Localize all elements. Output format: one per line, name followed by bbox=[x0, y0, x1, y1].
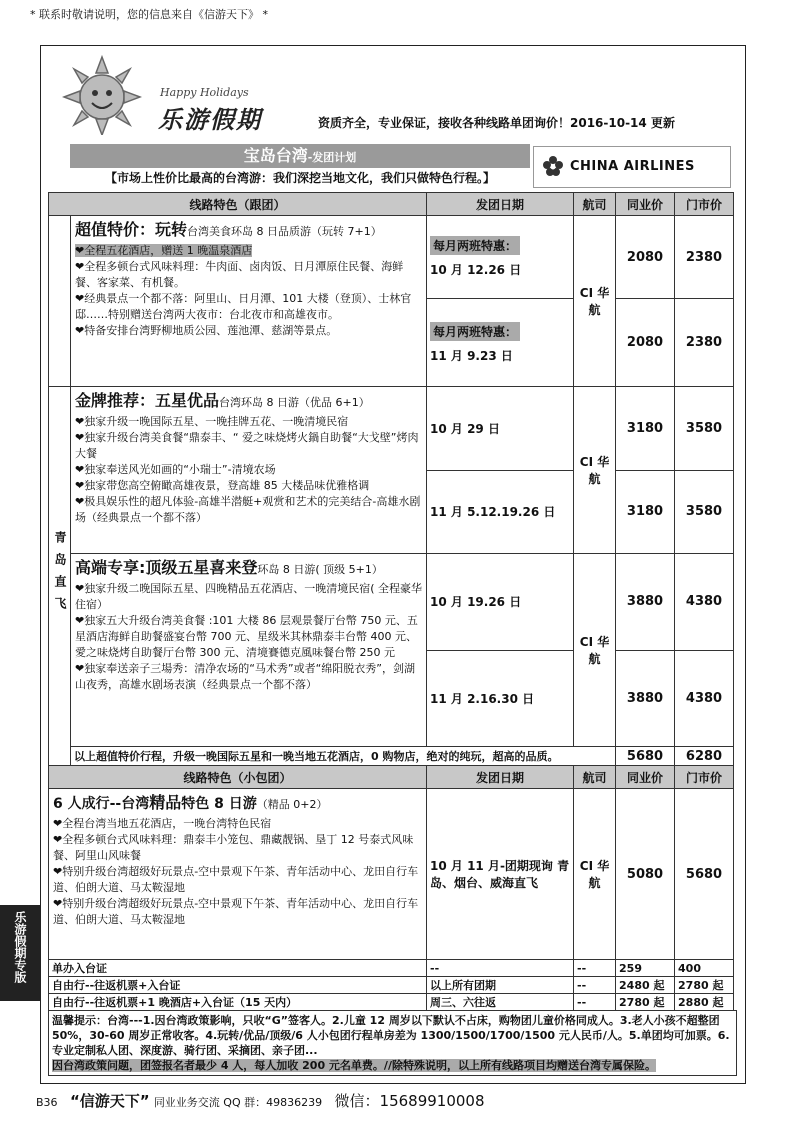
side-tab-text: 乐游假期专版 bbox=[13, 911, 27, 983]
p2-retail-1: 3580 bbox=[675, 387, 734, 471]
p1-line: ❤特备安排台湾野柳地质公园、莲池潭、慈湖等景点。 bbox=[75, 324, 338, 337]
table-row bbox=[49, 387, 734, 471]
p2-date-1: 10 月 29 日 bbox=[427, 387, 574, 471]
p1-line: ❤经典景点一个都不落：阿里山、日月潭、101 大楼（登顶）、士林官邸……特别赠送台湾两大夜市：台北夜市和高雄夜市。 bbox=[75, 292, 412, 321]
extra-name: 自由行--往返机票+1 晚酒店+入台证（15 天内） bbox=[49, 994, 427, 1011]
side-text: 青岛直飞 bbox=[53, 530, 67, 619]
p3-title-a: 高端专享:顶级五星喜来登 bbox=[75, 558, 258, 577]
table-header-row bbox=[49, 193, 734, 216]
notes-box bbox=[48, 1010, 737, 1076]
p3-date-1: 10 月 19.26 日 bbox=[427, 554, 574, 651]
p1-retail-2: 2380 bbox=[675, 299, 734, 387]
p4-airline: CI 华航 bbox=[574, 789, 616, 960]
p4-line: ❤特别升级台湾超级好玩景点-空中景观下午茶、青年活动中心、龙田自行车道、伯朗大道、马太鞍湿地 bbox=[53, 897, 419, 926]
extra-air: -- bbox=[574, 960, 616, 977]
p2-line: ❤独家升级一晚国际五星、一晚挂牌五花、一晚清境民宿 bbox=[75, 415, 349, 428]
table-row bbox=[49, 216, 734, 299]
p3-line: ❤独家升级二晚国际五星、四晚精品五花酒店、一晚清境民宿( 全程豪华住宿） bbox=[75, 582, 423, 611]
p2-title-b: 五星优品 bbox=[155, 391, 220, 410]
col-airline-2: 航司 bbox=[574, 766, 616, 789]
p3-line: ❤独家五大升级台湾美食餐 :101 大楼 86 层观景餐厅台幣 750 元、五星酒店海鲜自助餐盛宴台幣 700 元、星级米其林鼎泰丰台幣 400 元、愛之味烧烤自助餐厅台幣 300 元、清境賽德克風味餐台幣 250 元 bbox=[75, 614, 418, 659]
summary-text: 以上超值特价行程，升级一晚国际五星和一晚当地五花酒店，0 购物店，绝对的纯玩，超高的品质。 bbox=[71, 747, 616, 766]
p3-retail-2: 4380 bbox=[675, 650, 734, 747]
plum-blossom-icon bbox=[542, 155, 564, 177]
col-date-2: 发团日期 bbox=[427, 766, 574, 789]
section-title bbox=[70, 144, 530, 168]
happy-holidays: Happy Holidays bbox=[160, 86, 249, 99]
col-trade-price-2: 同业价 bbox=[616, 766, 675, 789]
p1-trade-2: 2080 bbox=[616, 299, 675, 387]
extra-trade: 2480 起 bbox=[616, 977, 675, 994]
summary-row bbox=[49, 747, 734, 766]
sun-logo-icon bbox=[62, 55, 142, 135]
col-retail-price-2: 门市价 bbox=[675, 766, 734, 789]
footer-wechat: 微信：15689910008 bbox=[334, 1092, 485, 1110]
col-route-2: 线路特色（小包团） bbox=[49, 766, 427, 789]
table-row bbox=[49, 960, 734, 977]
col-route: 线路特色（跟团） bbox=[49, 193, 427, 216]
p2-date-2: 11 月 5.12.19.26 日 bbox=[427, 470, 574, 554]
p2-line: ❤极具娱乐性的超凡体验-高雄半潜艇+观赏和艺术的完美结合-高雄水剧场（经典景点一个都不落） bbox=[75, 495, 421, 524]
p4-line: ❤全程台湾当地五花酒店，一晚台湾特色民宿 bbox=[53, 817, 272, 830]
extra-name: 自由行--往返机票+入台证 bbox=[49, 977, 427, 994]
p2-line: ❤独家升级台湾美食餐“鼎泰丰、“ 爱之味烧烤火鍋自助餐“大戈壁”烤肉大餐 bbox=[75, 431, 419, 460]
product-1 bbox=[71, 216, 427, 387]
p2-trade-2: 3180 bbox=[616, 470, 675, 554]
p4-retail: 5680 bbox=[675, 789, 734, 960]
col-trade-price: 同业价 bbox=[616, 193, 675, 216]
table-row bbox=[49, 789, 734, 960]
p4-title-d: （精品 0+2） bbox=[256, 798, 328, 811]
p1-title-c: 台湾美食环岛 8 日品质游（玩转 7+1） bbox=[187, 225, 382, 238]
p2-line: ❤独家奉送风光如画的“小瑞士”-清境农场 bbox=[75, 463, 276, 476]
summary-retail: 6280 bbox=[675, 747, 734, 766]
p1-retail-1: 2380 bbox=[675, 216, 734, 299]
p4-title-c: 特色 8 日游 bbox=[181, 796, 257, 812]
extra-retail: 2880 起 bbox=[675, 994, 734, 1011]
table-row bbox=[49, 554, 734, 651]
p2-trade-1: 3180 bbox=[616, 387, 675, 471]
side-label bbox=[49, 387, 71, 766]
airline-logo bbox=[533, 146, 731, 188]
p4-line: ❤特别升级台湾超级好玩景点-空中景观下午茶、青年活动中心、龙田自行车道、伯朗大道、马太鞍湿地 bbox=[53, 865, 419, 894]
extra-air: -- bbox=[574, 977, 616, 994]
p3-title-c: 环岛 8 日游( 顶级 5+1） bbox=[257, 563, 383, 576]
p3-line: ❤独家奉送亲子三場秀：清净农场的“马术秀”或者“绵阳脱衣秀”，剑湖山夜秀，高雄水剧场表演（经典景点一个都不落） bbox=[75, 662, 416, 691]
p3-airline: CI 华航 bbox=[574, 554, 616, 747]
col-retail-price: 门市价 bbox=[675, 193, 734, 216]
title-main: 宝岛台湾 bbox=[243, 146, 308, 165]
side-tab bbox=[0, 905, 40, 1001]
table-row bbox=[49, 977, 734, 994]
p2-retail-2: 3580 bbox=[675, 470, 734, 554]
p1-title-b: 玩转 bbox=[155, 220, 188, 239]
page-number: B36 bbox=[36, 1096, 58, 1109]
table2-header-row bbox=[49, 766, 734, 789]
product-2 bbox=[71, 387, 427, 554]
p1-line: ❤全程五花酒店，赠送 1 晚温泉酒店 bbox=[75, 244, 253, 257]
product-3 bbox=[71, 554, 427, 747]
p1-tag: 每月两班特惠： bbox=[430, 322, 520, 341]
brand-title: 乐游假期 bbox=[158, 105, 262, 134]
top-note: * 联系时敬请说明，您的信息来自《信游天下》 * bbox=[30, 8, 268, 21]
p1-airline: CI 华航 bbox=[574, 216, 616, 387]
p4-title-b: 精品 bbox=[149, 793, 182, 812]
table-row bbox=[49, 994, 734, 1011]
p4-date: 10 月 11 月-团期现询 青岛、烟台、威海直飞 bbox=[427, 789, 574, 960]
p1-date-1: 10 月 12.26 日 bbox=[430, 263, 522, 278]
route-table-group bbox=[48, 192, 734, 1011]
footer-qq: 同业业务交流 QQ 群：49836239 bbox=[153, 1096, 323, 1109]
p4-trade: 5080 bbox=[616, 789, 675, 960]
p2-title-c: 台湾环岛 8 日游（优品 6+1） bbox=[219, 396, 370, 409]
notes-text: 温馨提示：台湾---1.因台湾政策影响，只收“G”签客人。2.儿童 12 周岁以下默认不占床，购物团儿童价格同成人。3.老人小孩不超整团 50%，30-60 周岁正常收客。4.玩转/优品/顶级/6 人小包团行程单房差为 1300/1500/1700/1500 元人民币/人。5.单团均可加票。6.专业定制私人团、深度游、骑行团、采摘团、亲子团... bbox=[52, 1014, 730, 1057]
p1-line: ❤全程多顿台式风味料理：牛肉面、卤肉饭、日月潭原住民餐、海鲜餐、客家菜、有机餐。 bbox=[75, 260, 404, 289]
p1-date-cell-2 bbox=[427, 299, 574, 387]
p2-title-a: 金牌推荐： bbox=[75, 391, 156, 410]
title-banner: 【市场上性价比最高的台湾游：我们深挖当地文化，我们只做特色行程。】 bbox=[70, 168, 530, 188]
extra-trade: 259 bbox=[616, 960, 675, 977]
slogan: 资质齐全，专业保证，接收各种线路单团询价！2016-10-14 更新 bbox=[318, 116, 675, 130]
extra-date: 以上所有团期 bbox=[427, 977, 574, 994]
p3-trade-1: 3880 bbox=[616, 554, 675, 651]
extra-retail: 2780 起 bbox=[675, 977, 734, 994]
p3-trade-2: 3880 bbox=[616, 650, 675, 747]
p2-airline: CI 华航 bbox=[574, 387, 616, 554]
col-date: 发团日期 bbox=[427, 193, 574, 216]
extra-name: 单办入台证 bbox=[49, 960, 427, 977]
airline-name: CHINA AIRLINES bbox=[570, 159, 695, 174]
p3-retail-1: 4380 bbox=[675, 554, 734, 651]
side-blank bbox=[49, 216, 71, 387]
p1-date-2: 11 月 9.23 日 bbox=[430, 348, 513, 363]
p1-tag: 每月两班特惠： bbox=[430, 236, 520, 255]
p1-date-cell bbox=[427, 216, 574, 299]
footer-brand: “信游天下” bbox=[69, 1092, 150, 1110]
p4-line: ❤全程多顿台式风味料理：鼎泰丰小笼包、鼎藏靓锅、垦丁 12 号泰式风味餐、阿里山风味餐 bbox=[53, 833, 414, 862]
notes-last: 因台湾政策问题，团签报名者最少 4 人，每人加收 200 元名单费。//除特殊说明，以上所有线路项目均赠送台湾专属保险。 bbox=[52, 1059, 656, 1072]
product-4 bbox=[49, 789, 427, 960]
summary-trade: 5680 bbox=[616, 747, 675, 766]
p4-title-a: 6 人成行--台湾 bbox=[53, 796, 150, 812]
extra-date: -- bbox=[427, 960, 574, 977]
extra-retail: 400 bbox=[675, 960, 734, 977]
extra-air: -- bbox=[574, 994, 616, 1011]
title-sub: -发团计划 bbox=[307, 151, 357, 164]
extra-trade: 2780 起 bbox=[616, 994, 675, 1011]
p1-trade-1: 2080 bbox=[616, 216, 675, 299]
footer bbox=[36, 1090, 756, 1111]
p3-date-2: 11 月 2.16.30 日 bbox=[427, 650, 574, 747]
extra-date: 周三、六往返 bbox=[427, 994, 574, 1011]
col-airline: 航司 bbox=[574, 193, 616, 216]
p2-line: ❤独家带您高空俯瞰高雄夜景，登高雄 85 大楼品味优雅格调 bbox=[75, 479, 370, 492]
p1-title-a: 超值特价： bbox=[75, 220, 156, 239]
